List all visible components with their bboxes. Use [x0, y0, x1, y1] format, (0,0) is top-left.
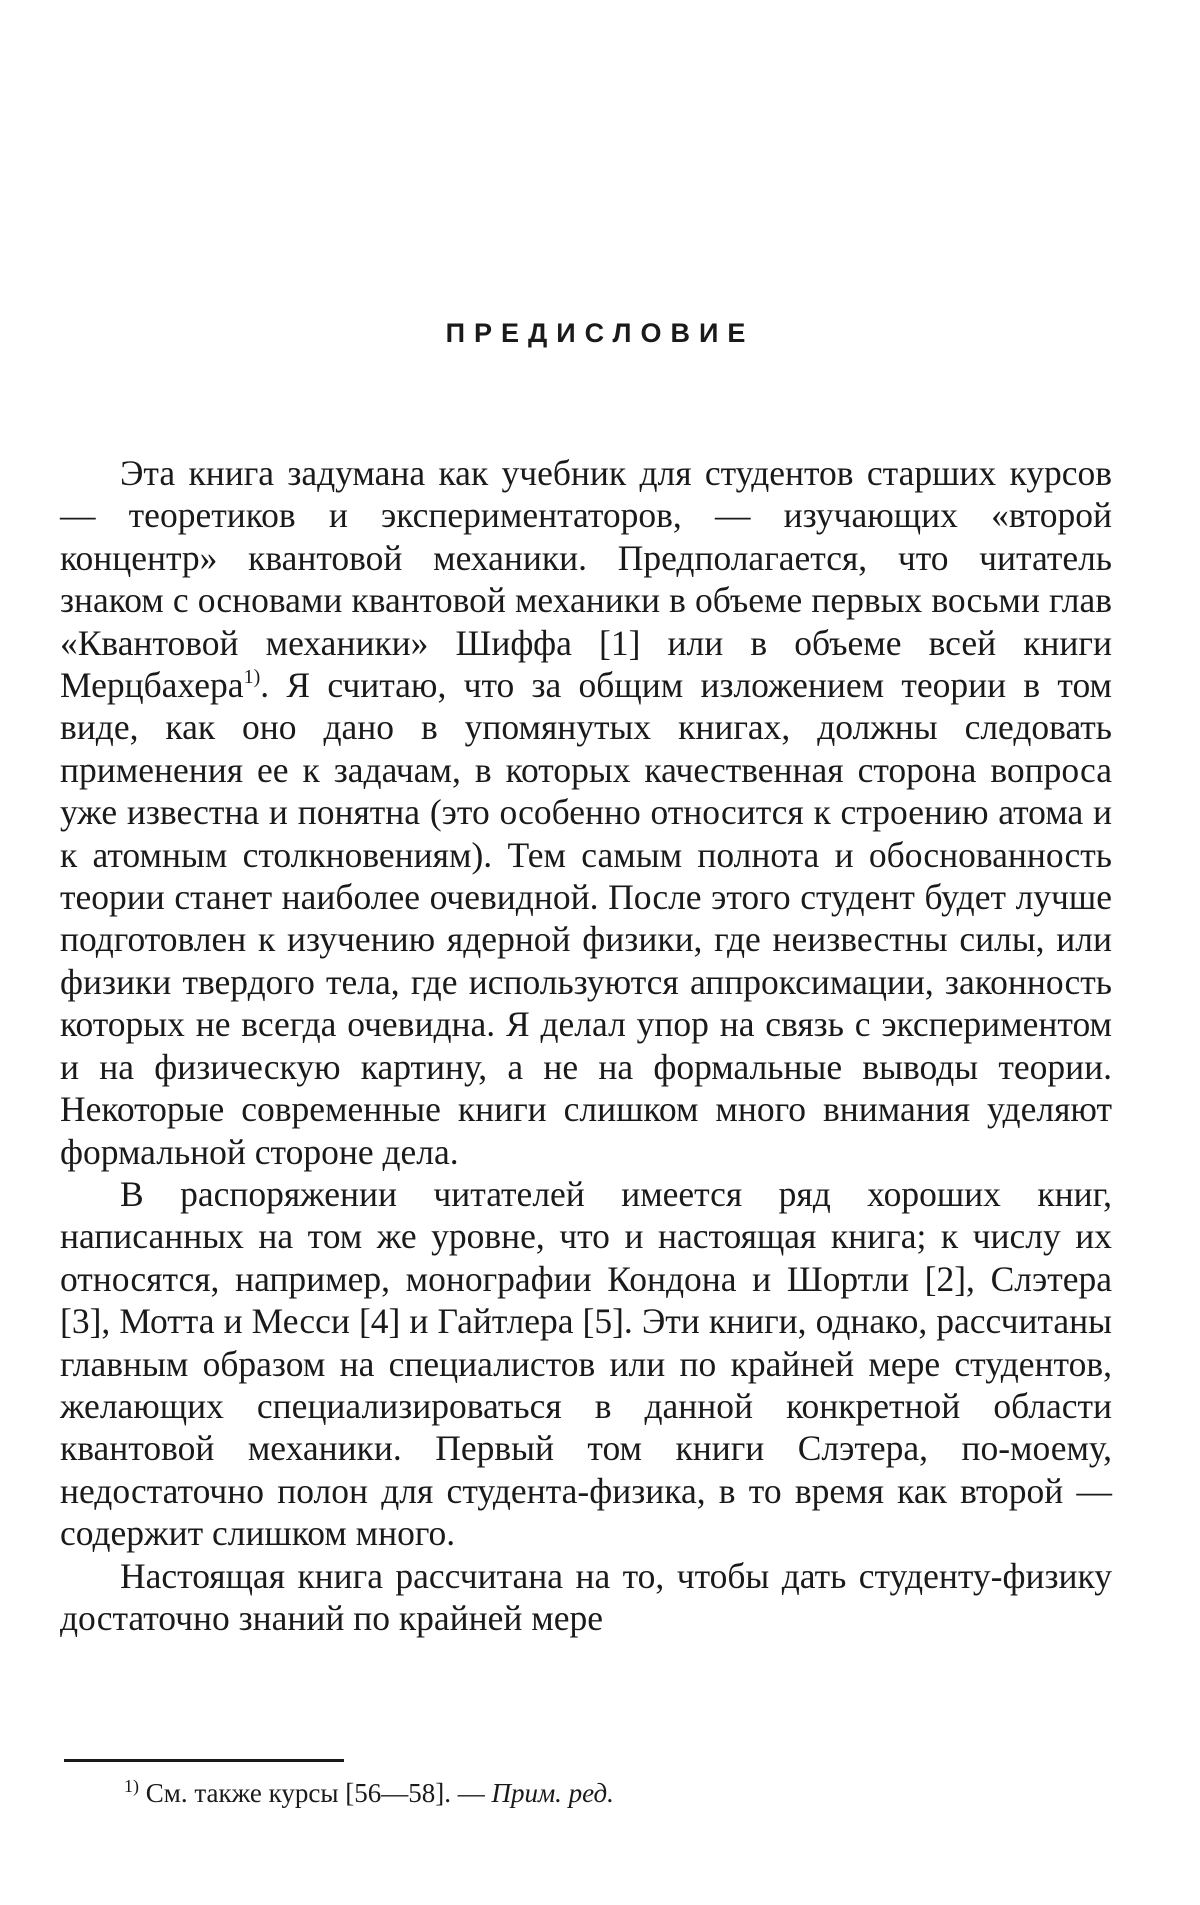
footnote-mark: 1): [124, 1776, 139, 1796]
page-title: ПРЕДИСЛОВИЕ: [445, 318, 755, 348]
footnote-editor-note: Прим. ред.: [491, 1778, 614, 1808]
footnote: [124, 1776, 614, 1809]
paragraph-1-text-end: . Я считаю, что за общим изложением теории в том виде, как оно дано в упомянутых книгах, должны следовать применения ее к задачам, в которых качественная сторона вопроса уже известна и понятна (это особенно относится к строению атома и к атомным столкновениям). Тем самым полнота и обоснованность теории станет наиболее очевидной. После этого студент будет лучше подготовлен к изучению ядерной физики, где неизвестны силы, или физики твердого тела, где используются аппроксимации, законность которых не всегда очевидна. Я делал упор на связь с экспериментом и на физическую картину, а не на формальные выводы теории. Некоторые современные книги слишком много внимания уделяют формальной стороне дела.: [60, 665, 1112, 1172]
paragraph-3: Настоящая книга рассчитана на то, чтобы дать студенту-физику достаточно знаний по крайней мере: [60, 1555, 1112, 1638]
paragraph-1-text-start: Эта книга задумана как учебник для студентов старших курсов — теоретиков и экспериментаторов, — изучающих «второй концентр» квантовой механики. Предполагается, что читатель знаком с основами квантовой механики в объеме первых восьми глав «Квантовой механики» Шиффа [1] или в объеме всей книги Мерцбахера: [60, 453, 1112, 706]
body-text: [60, 452, 1112, 1639]
footnote-divider: [64, 1759, 344, 1762]
paragraph-2: В распоряжении читателей имеется ряд хороших книг, написанных на том же уровне, что и настоящая книга; к числу их относятся, например, монографии Кондона и Шортли [2], Слэтера [3], Мотта и Месси [4] и Гайтлера [5]. Эти книги, однако, рассчитаны главным образом на специалистов или по крайней мере студентов, желающих специализироваться в данной конкретной области квантовой механики. Первый том книги Слэтера, по-моему, недостаточно полон для студента-физика, в то время как второй — содержит слишком много.: [60, 1173, 1112, 1554]
footnote-text: См. также курсы [56—58]. —: [145, 1778, 485, 1808]
paragraph-1: [60, 452, 1112, 1173]
footnote-reference: 1): [243, 666, 261, 689]
